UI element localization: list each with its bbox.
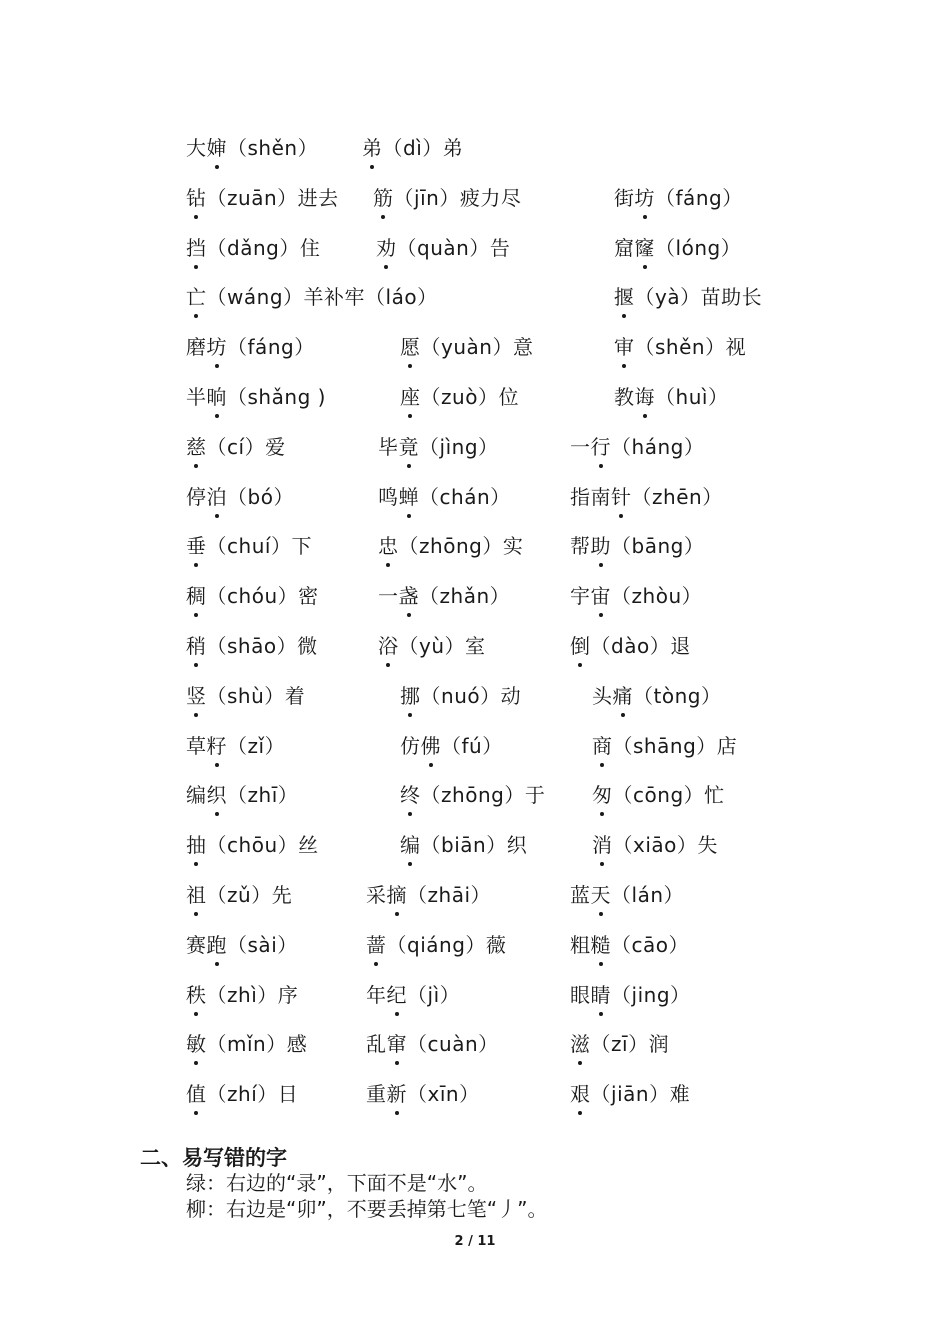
pinyin-word: 竖（shù）着 — [186, 683, 306, 708]
pinyin-word: 磨坊（fáng） — [186, 335, 315, 360]
pinyin-word: 年纪（jì） — [366, 982, 461, 1007]
word-row — [0, 384, 950, 424]
pinyin-word: 垂（chuí）下 — [186, 534, 312, 559]
word-row — [0, 185, 950, 225]
word-row — [0, 832, 950, 872]
word-row — [0, 284, 950, 324]
pinyin-word: 鸣蝉（chán） — [378, 484, 511, 509]
pinyin-word: 毕竟（jìng） — [378, 434, 499, 459]
pinyin-word: 倒（dào）退 — [570, 634, 691, 658]
word-row — [0, 135, 950, 175]
word-row — [0, 683, 950, 723]
word-row — [0, 1081, 950, 1121]
pinyin-word: 仿佛（fú） — [400, 733, 503, 758]
word-row — [0, 882, 950, 922]
word-row — [0, 434, 950, 474]
page-number: 2 / 11 — [454, 1234, 496, 1249]
pinyin-word: 审（shěn）视 — [614, 335, 747, 360]
word-row — [0, 982, 950, 1022]
pinyin-word: 秩（zhì）序 — [186, 982, 299, 1007]
pinyin-word: 值（zhí）日 — [186, 1082, 299, 1107]
pinyin-word: 浴（yù）室 — [378, 634, 486, 658]
pinyin-word: 半晌（shǎng ) — [186, 385, 326, 409]
pinyin-word: 蔷（qiáng）薇 — [366, 932, 507, 957]
pinyin-word: 一盏（zhǎn） — [378, 584, 511, 609]
note-line-1: 绿：右边的“录”，下面不是“水”。 — [186, 1171, 488, 1195]
section-title: 二、易写错的字 — [140, 1146, 287, 1170]
pinyin-word: 稍（shāo）微 — [186, 634, 318, 658]
pinyin-word: 终（zhōng）于 — [400, 783, 546, 808]
pinyin-word: 重新（xīn） — [366, 1082, 480, 1107]
pinyin-word: 慈（cí）爱 — [186, 434, 286, 459]
pinyin-word: 乱窜（cuàn） — [366, 1032, 499, 1057]
pinyin-word: 教诲（huì） — [614, 385, 729, 409]
pinyin-word: 消（xiāo）失 — [592, 833, 718, 858]
pinyin-word: 抽（chōu）丝 — [186, 833, 319, 858]
pinyin-word: 艰（jiān）难 — [570, 1082, 691, 1107]
pinyin-word: 街坊（fáng） — [614, 185, 743, 210]
pinyin-word: 商（shāng）店 — [592, 733, 738, 758]
pinyin-word: 匆（cōng）忙 — [592, 783, 725, 808]
pinyin-word: 稠（chóu）密 — [186, 584, 319, 609]
word-row — [0, 235, 950, 275]
pinyin-word: 粗糙（cāo） — [570, 932, 690, 957]
pinyin-word: 蓝天（lán） — [570, 883, 685, 907]
pinyin-word: 祖（zǔ）先 — [186, 883, 293, 907]
pinyin-word: 忠（zhōng）实 — [378, 534, 524, 559]
word-row — [0, 633, 950, 673]
pinyin-word: 指南针（zhēn） — [570, 484, 723, 509]
pinyin-word: 大婶（shěn） — [186, 136, 319, 160]
pinyin-word: 敏（mǐn）感 — [186, 1032, 308, 1057]
pinyin-word: 一行（háng） — [570, 434, 705, 459]
pinyin-word: 座（zuò）位 — [400, 385, 519, 409]
pinyin-word: 筋（jīn）疲力尽 — [373, 185, 522, 210]
word-row — [0, 533, 950, 573]
word-row — [0, 782, 950, 822]
pinyin-word: 宇宙（zhòu） — [570, 584, 703, 609]
pinyin-word: 采摘（zhāi） — [366, 883, 492, 907]
pinyin-word: 赛跑（sài） — [186, 932, 298, 957]
pinyin-word: 愿（yuàn）意 — [400, 335, 534, 360]
pinyin-word: 编（biān）织 — [400, 833, 528, 858]
word-row — [0, 334, 950, 374]
word-row — [0, 733, 950, 773]
pinyin-word: 钻（zuān）进去 — [186, 185, 339, 210]
pinyin-word: 劝（quàn）告 — [376, 235, 511, 260]
word-row — [0, 932, 950, 972]
pinyin-word: 挡（dǎng）住 — [186, 235, 321, 260]
pinyin-word: 窟窿（lóng） — [614, 235, 742, 260]
note-line-2: 柳：右边是“卯”，不要丢掉第七笔“丿”。 — [186, 1197, 548, 1221]
word-row — [0, 1031, 950, 1071]
pinyin-word: 编织（zhī） — [186, 783, 299, 808]
pinyin-word: 头痛（tòng） — [592, 683, 722, 708]
pinyin-word: 亡（wáng）羊补牢（láo） — [186, 285, 438, 310]
word-row — [0, 583, 950, 623]
pinyin-word: 弟（dì）弟 — [362, 136, 464, 160]
pinyin-word: 停泊（bó） — [186, 484, 294, 509]
pinyin-word: 挪（nuó）动 — [400, 683, 522, 708]
pinyin-word: 滋（zī）润 — [570, 1032, 670, 1057]
pinyin-word: 草籽（zǐ） — [186, 733, 286, 758]
word-row — [0, 484, 950, 524]
pinyin-word: 揠（yà）苗助长 — [614, 285, 763, 310]
pinyin-word: 帮助（bāng） — [570, 534, 705, 559]
pinyin-word: 眼睛（jing） — [570, 982, 691, 1007]
